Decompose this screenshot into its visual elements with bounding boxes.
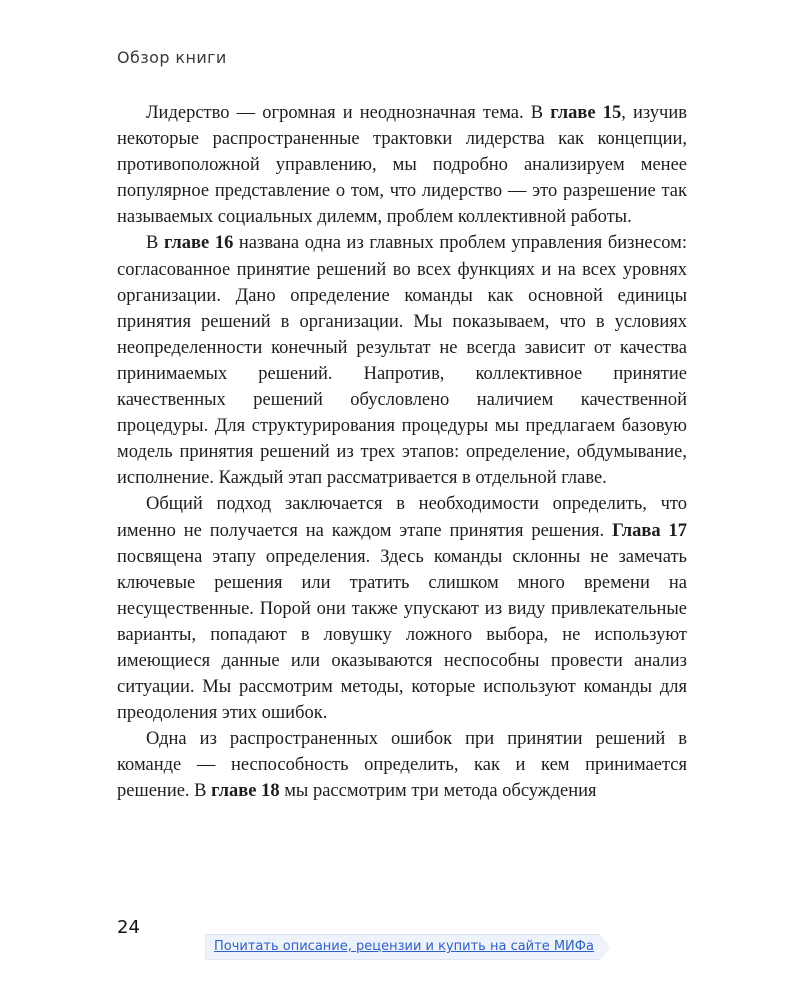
- chapter-reference: Глава 17: [612, 520, 687, 541]
- text-segment: названа одна из главных проблем управления бизнесом: согласованное принятие решений во всех функциях и на всех уровнях организации. Дано определение команды как основной единицы принятия решений в организации. Мы показываем, что в условиях неопределенности конечный результат не всегда зависит от качества принимаемых решений. Напротив, коллективное принятие качественных решений обусловлено наличием качественной процедуры. Для структурирования процедуры мы предлагаем базовую модель принятия решений из трех этапов: определение, обдумывание, исполнение. Каждый этап рассматривается в отдельной главе.: [117, 233, 688, 489]
- chapter-reference: главе 16: [163, 233, 234, 254]
- chapter-reference: главе 15: [550, 103, 622, 123]
- body-text: [117, 100, 687, 805]
- text-segment: Лидерство — огромная и неоднозначная тема. В: [146, 103, 551, 123]
- text-segment: мы рассмотрим три метода обсуждения: [279, 781, 597, 802]
- running-header: Обзор книги: [117, 48, 227, 67]
- paragraph-decision-making: [117, 230, 687, 491]
- promo-banner: [205, 934, 600, 960]
- text-segment: Одна из распространенных ошибок при принятии решений в команде — неспособность определить, как и кем принимается решение. В: [117, 729, 687, 802]
- paragraph-leadership: [117, 100, 687, 230]
- page-number: 24: [117, 917, 140, 938]
- promo-link[interactable]: Почитать описание, рецензии и купить на сайте МИФа: [205, 934, 600, 960]
- text-segment: В: [146, 233, 164, 254]
- text-segment: посвящена этапу определения. Здесь команды склонны не замечать ключевые решения или тратить слишком много времени на несущественные. Порой они также упускают из виду привлекательные варианты, попадают в ловушку ложного выбора, не используют имеющиеся данные или оказываются неспособны провести анализ ситуации. Мы рассмотрим методы, которые используют команды для преодоления этих ошибок.: [117, 546, 687, 724]
- text-segment: , изучив некоторые распространенные трактовки лидерства как концепции, противоположной управлению, мы подробно анализируем менее популярное представление о том, что лидерство — это разрешение так называемых социальных дилемм, проблем коллективной работы.: [117, 103, 687, 228]
- paragraph-general-approach: [117, 491, 687, 726]
- arrow-tab-shape: [600, 934, 610, 960]
- text-segment: Общий подход заключается в необходимости определить, что именно не получается на каждом этапе принятия решения.: [117, 494, 687, 541]
- paragraph-common-errors: [117, 726, 687, 804]
- chapter-reference: главе 18: [211, 781, 280, 802]
